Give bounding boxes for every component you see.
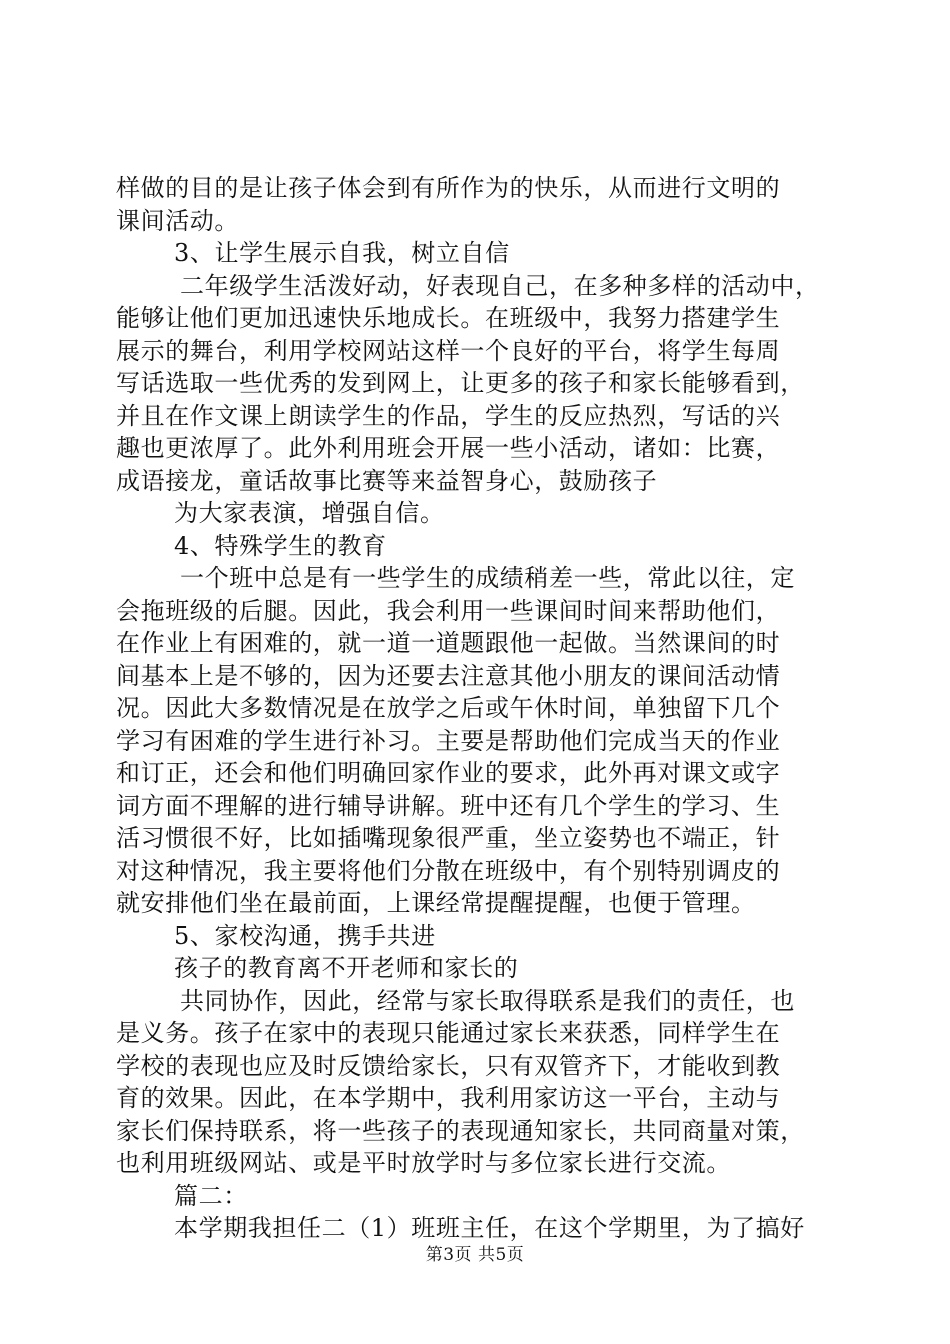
- text-line: 孩子的教育离不开老师和家长的: [174, 954, 519, 982]
- text-line: 况。因此大多数情况是在放学之后或午休时间，单独留下几个: [116, 694, 781, 722]
- section-heading: 5、家校沟通，携手共进: [174, 921, 436, 950]
- text-line: 会拖班级的后腿。因此，我会利用一些课间时间来帮助他们，: [116, 596, 781, 625]
- text-line: 为大家表演，增强自信。: [174, 499, 445, 527]
- section-heading: 3、让学生展示自我，树立自信: [174, 239, 510, 267]
- body-text: [116, 172, 836, 1245]
- page-footer: 第3页 共5页: [425, 1245, 525, 1265]
- text-line: 学习有困难的学生进行补习。主要是帮助他们完成当天的作业: [116, 726, 781, 755]
- text-line: 是义务。孩子在家中的表现只能通过家长来获悉，同样学生在: [116, 1019, 781, 1047]
- text-line: 学校的表现也应及时反馈给家长，只有双管齐下，才能收到教: [116, 1051, 781, 1080]
- text-line: 活习惯很不好，比如插嘴现象很严重，坐立姿势也不端正，针: [116, 824, 781, 852]
- text-line: 样做的目的是让孩子体会到有所作为的快乐，从而进行文明的: [116, 174, 781, 202]
- text-line: 趣也更浓厚了。此外利用班会开展一些小活动，诸如：比赛，: [116, 434, 781, 462]
- text-line: 和订正，还会和他们明确回家作业的要求，此外再对课文或字: [116, 759, 781, 787]
- text-line: 育的效果。因此，在本学期中，我利用家访这一平台，主动与: [116, 1084, 781, 1112]
- text-line: 写话选取一些优秀的发到网上，让更多的孩子和家长能够看到，: [116, 369, 805, 397]
- text-line: 也利用班级网站、或是平时放学时与多位家长进行交流。: [116, 1149, 731, 1177]
- text-line: 一个班中总是有一些学生的成绩稍差一些，常此以往，定: [180, 564, 795, 592]
- text-line: 并且在作文课上朗读学生的作品，学生的反应热烈，写话的兴: [116, 401, 781, 430]
- text-line: 课间活动。: [116, 206, 239, 235]
- text-line: 共同协作，因此，经常与家长取得联系是我们的责任，也: [180, 986, 795, 1015]
- text-line: 能够让他们更加迅速快乐地成长。在班级中，我努力搭建学生: [116, 304, 781, 332]
- text-line: 词方面不理解的进行辅导讲解。班中还有几个学生的学习、生: [116, 791, 781, 820]
- text-line: 成语接龙，童话故事比赛等来益智身心，鼓励孩子: [116, 466, 658, 495]
- section-heading: 4、特殊学生的教育: [174, 531, 387, 560]
- text-line: 二年级学生活泼好动，好表现自己，在多种多样的活动中，: [180, 271, 820, 300]
- text-line: 家长们保持联系，将一些孩子的表现通知家长，共同商量对策，: [116, 1116, 805, 1145]
- section-heading: 篇二：: [174, 1181, 248, 1210]
- text-line: 间基本上是不够的，因为还要去注意其他小朋友的课间活动情: [116, 661, 781, 690]
- text-line: 就安排他们坐在最前面，上课经常提醒提醒，也便于管理。: [116, 889, 756, 917]
- text-line: 展示的舞台，利用学校网站这样一个良好的平台，将学生每周: [116, 336, 781, 365]
- text-line: 本学期我担任二（1）班班主任，在这个学期里，为了搞好: [174, 1214, 805, 1242]
- text-line: 在作业上有困难的，就一道一道题跟他一起做。当然课间的时: [116, 629, 781, 657]
- text-line: 对这种情况，我主要将他们分散在班级中，有个别特别调皮的: [116, 856, 781, 885]
